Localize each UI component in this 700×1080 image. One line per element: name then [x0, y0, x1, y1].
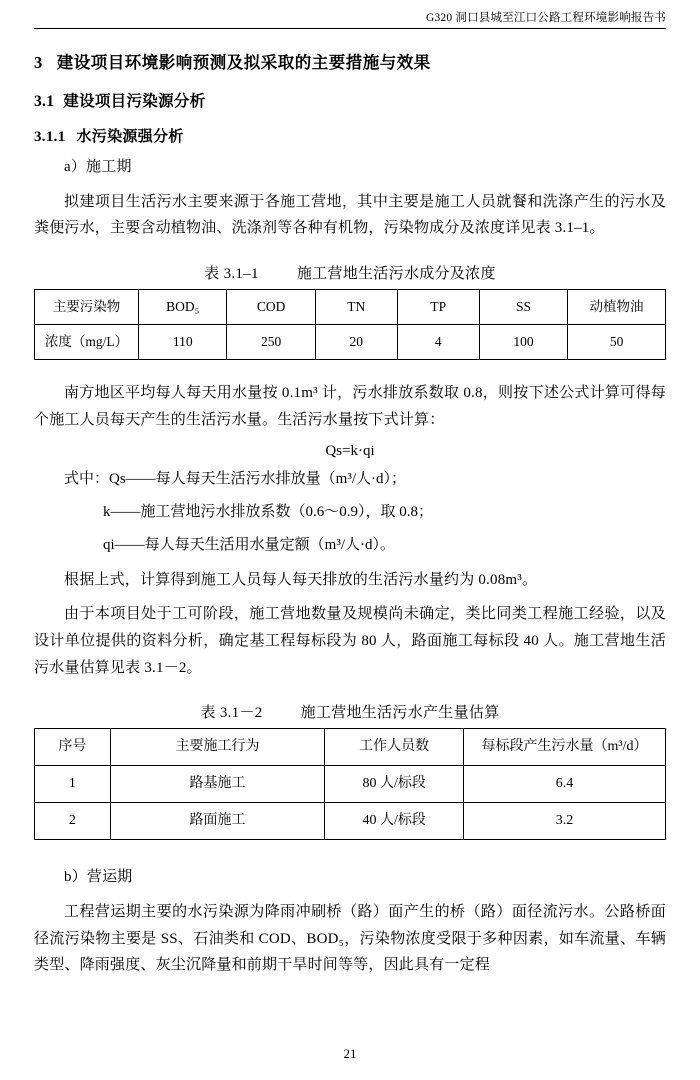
table-cell: 浓度（mg/L）: [35, 325, 139, 360]
table-header-cell: 序号: [35, 729, 111, 766]
page-number: 21: [343, 1046, 357, 1061]
table-row: [35, 766, 666, 803]
table-header-cell: 工作人员数: [325, 729, 464, 766]
heading-section-3: [34, 49, 666, 73]
table-cell: 250: [227, 325, 315, 360]
table-cell: TN: [315, 290, 397, 325]
table-wastewater-estimate: [34, 728, 666, 840]
paragraph-4: 由于本项目处于工可阶段，施工营地数量及规模尚未确定，类比同类工程施工经验，以及设计单位提供的资料分析，确定基工程每标段为 80 人，路面施工每标段 40 人。施工营地生活污水量估算见表 3.1－2。: [34, 606, 666, 676]
table-1-caption-title: 施工营地生活污水成分及浓度: [296, 266, 496, 283]
table-header-cell: 每标段产生污水量（m³/d）: [464, 729, 666, 766]
definition-qi: qi——每人每天生活用水量定额（m³/人·d）。: [103, 536, 395, 553]
table-cell: 6.4: [464, 766, 666, 803]
definition-qs: 式中：Qs——每人每天生活污水排放量（m³/人·d）；: [64, 471, 406, 488]
table-1-caption: [34, 262, 666, 283]
heading-section-3-1-1-text: 水污染源强分析: [76, 129, 184, 145]
paragraph-5: 工程营运期主要的水污染源为降雨冲刷桥（路）面产生的桥（路）面径流污水。公路桥面径流污染物主要是 SS、石油类和 COD、BOD₅，污染物浓度受限于多种因素，如车流量、车辆类型、降雨强度、灰尘沉降量和前期干旱时间等等，因此具有一定程: [34, 903, 666, 974]
table-cell: 50: [568, 325, 666, 360]
table-cell: 110: [139, 325, 227, 360]
table-cell: TP: [397, 290, 479, 325]
paragraph-3: 根据上式，计算得到施工人员每人每天排放的生活污水量约为 0.08m³。: [64, 571, 538, 588]
table-2-caption: [34, 701, 666, 722]
running-header: [34, 0, 666, 29]
table-cell: 4: [397, 325, 479, 360]
heading-section-3-1-number: 3.1: [34, 93, 55, 110]
heading-section-3-1: [34, 89, 666, 111]
table-cell: 路基施工: [110, 766, 325, 803]
table-2-caption-title: 施工营地生活污水产生量估算: [300, 705, 500, 722]
running-header-text: G320 洞口县城至江口公路工程环境影响报告书: [425, 12, 666, 24]
definition-k: k——施工营地污水排放系数（0.6～0.9），取 0.8；: [103, 504, 434, 521]
table-cell: 主要污染物: [35, 290, 139, 325]
table-cell: SS: [479, 290, 567, 325]
table-2-caption-label: 表 3.1－2: [200, 705, 263, 722]
table-1-caption-label: 表 3.1–1: [204, 266, 259, 283]
subsection-label-a: a）施工期: [64, 159, 132, 175]
table-cell: 2: [35, 803, 111, 840]
table-cell: 80 人/标段: [325, 766, 464, 803]
table-cell: 40 人/标段: [325, 803, 464, 840]
table-cell: 3.2: [464, 803, 666, 840]
table-cell: 路面施工: [110, 803, 325, 840]
paragraph-2: 南方地区平均每人每天用水量按 0.1m³ 计，污水排放系数取 0.8，则按下述公式计算可得每个施工人员每天产生的生活污水量。生活污水量按下式计算：: [34, 385, 666, 428]
table-row: [35, 803, 666, 840]
header-divider: [34, 28, 666, 29]
table-cell: 动植物油: [568, 290, 666, 325]
heading-section-3-1-text: 建设项目污染源分析: [63, 93, 206, 110]
heading-section-3-1-1-number: 3.1.1: [34, 129, 66, 145]
table-cell: 20: [315, 325, 397, 360]
table-cell: COD: [227, 290, 315, 325]
paragraph-1: 拟建项目生活污水主要来源于各施工营地，其中主要是施工人员就餐和洗涤产生的污水及粪便污水，主要含动植物油、洗涤剂等各种有机物，污染物成分及浓度详见表 3.1–1。: [34, 193, 666, 237]
heading-section-3-number: 3: [34, 53, 43, 72]
table-row: [35, 325, 666, 360]
subsection-label-b: b）营运期: [64, 869, 133, 886]
table-row: [35, 729, 666, 766]
table-row: [35, 290, 666, 325]
heading-section-3-1-1: [34, 125, 666, 146]
page-content: [34, 0, 666, 1080]
table-header-cell: 主要施工行为: [110, 729, 325, 766]
table-cell: BOD₅: [139, 290, 227, 325]
table-wastewater-composition: [34, 289, 666, 360]
heading-section-3-text: 建设项目环境影响预测及拟采取的主要措施与效果: [56, 53, 431, 72]
table-cell: 1: [35, 766, 111, 803]
formula-qs: Qs=k·qi: [325, 443, 375, 460]
table-cell: 100: [479, 325, 567, 360]
